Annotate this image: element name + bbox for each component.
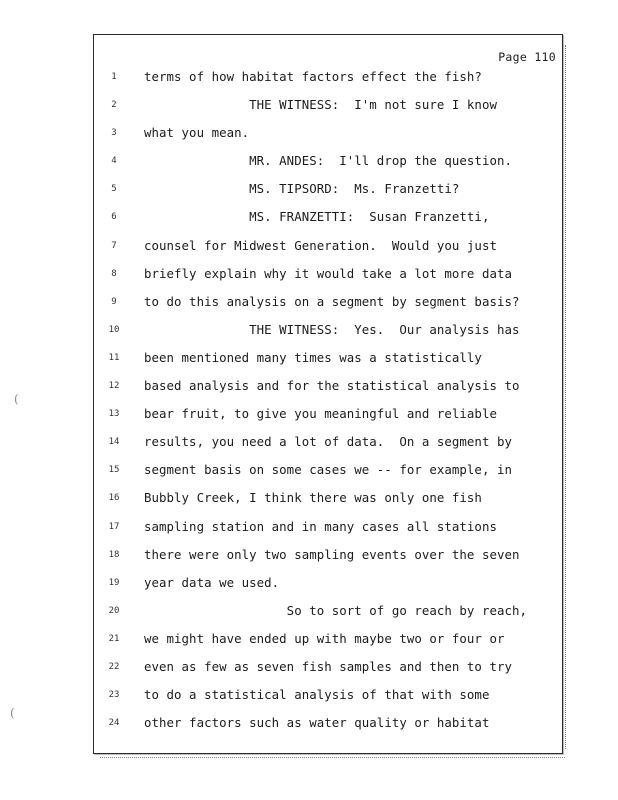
line-text: briefly explain why it would take a lot more data [144, 265, 512, 281]
transcript-line [94, 181, 562, 209]
transcript-line [94, 209, 562, 237]
transcript-line [94, 266, 562, 294]
transcript-line [94, 687, 562, 715]
line-number: 14 [108, 437, 120, 448]
transcript-line [94, 490, 562, 518]
line-text: we might have ended up with maybe two or four or [144, 630, 505, 646]
line-number: 15 [108, 465, 120, 476]
transcript-line [94, 125, 562, 153]
line-number: 3 [111, 128, 117, 139]
line-number: 4 [111, 156, 117, 167]
line-text: sampling station and in many cases all stations [144, 518, 497, 534]
margin-scan-mark-lower: ( [10, 706, 15, 720]
line-text: THE WITNESS: I'm not sure I know [144, 97, 497, 113]
line-number: 21 [108, 633, 120, 644]
line-text: MS. TIPSORD: Ms. Franzetti? [144, 181, 460, 197]
transcript-line [94, 406, 562, 434]
transcript-lines [94, 69, 562, 743]
line-number: 1 [111, 72, 117, 82]
transcript-line [94, 603, 562, 631]
line-text: been mentioned many times was a statistically [144, 349, 482, 365]
line-number: 18 [108, 549, 120, 560]
transcript-line [94, 97, 562, 125]
transcript-line [94, 631, 562, 659]
line-text: to do this analysis on a segment by segment basis? [144, 293, 520, 309]
line-text: So to sort of go reach by reach, [144, 602, 527, 618]
line-text: based analysis and for the statistical analysis to [144, 378, 520, 394]
line-text: bear fruit, to give you meaningful and reliable [144, 406, 497, 422]
transcript-line [94, 519, 562, 547]
transcript-line [94, 659, 562, 687]
transcript-line [94, 434, 562, 462]
transcript-line [94, 378, 562, 406]
line-number: 13 [108, 409, 120, 420]
line-text: what you mean. [144, 125, 250, 141]
line-text: there were only two sampling events over the seven [144, 546, 520, 562]
page-number: Page 110 [498, 50, 556, 64]
transcript-line [94, 238, 562, 266]
line-number: 19 [108, 577, 120, 588]
page-right-edge-shadow [563, 45, 566, 749]
line-text: other factors such as water quality or habitat [144, 715, 490, 731]
line-text: MR. ANDES: I'll drop the question. [144, 153, 512, 169]
line-text: results, you need a lot of data. On a segment by [144, 434, 512, 450]
transcript-line [94, 350, 562, 378]
line-number: 12 [108, 381, 120, 392]
line-text: segment basis on some cases we -- for example, in [144, 462, 512, 478]
line-number: 11 [108, 352, 120, 363]
transcript-line [94, 547, 562, 575]
line-number: 2 [111, 100, 117, 111]
line-number: 9 [111, 296, 117, 307]
transcript-line [94, 575, 562, 603]
line-number: 6 [111, 212, 117, 223]
line-text: even as few as seven fish samples and then to try [144, 658, 512, 674]
transcript-line [94, 715, 562, 743]
line-number: 17 [108, 521, 120, 532]
line-text: THE WITNESS: Yes. Our analysis has [144, 321, 520, 337]
transcript-line [94, 69, 562, 97]
line-number: 16 [108, 493, 120, 504]
transcript-line [94, 462, 562, 490]
line-text: to do a statistical analysis of that with some [144, 687, 490, 703]
line-number: 10 [108, 324, 120, 335]
line-text: counsel for Midwest Generation. Would you just [144, 237, 497, 253]
page-bottom-edge-shadow [100, 757, 565, 758]
line-text: year data we used. [144, 574, 280, 590]
line-text: terms of how habitat factors effect the fish? [144, 69, 482, 84]
line-number: 23 [108, 690, 120, 701]
transcript-line [94, 322, 562, 350]
transcript-line [94, 153, 562, 181]
line-number: 8 [111, 268, 117, 279]
line-number: 5 [111, 184, 117, 195]
transcript-page [93, 34, 563, 754]
margin-scan-mark-upper: ( [14, 392, 19, 406]
line-number: 24 [108, 718, 120, 729]
line-number: 22 [108, 661, 120, 672]
line-number: 7 [111, 240, 117, 251]
line-number: 20 [108, 605, 120, 616]
line-text: Bubbly Creek, I think there was only one fish [144, 490, 482, 506]
transcript-line [94, 294, 562, 322]
line-text: MS. FRANZETTI: Susan Franzetti, [144, 209, 490, 225]
